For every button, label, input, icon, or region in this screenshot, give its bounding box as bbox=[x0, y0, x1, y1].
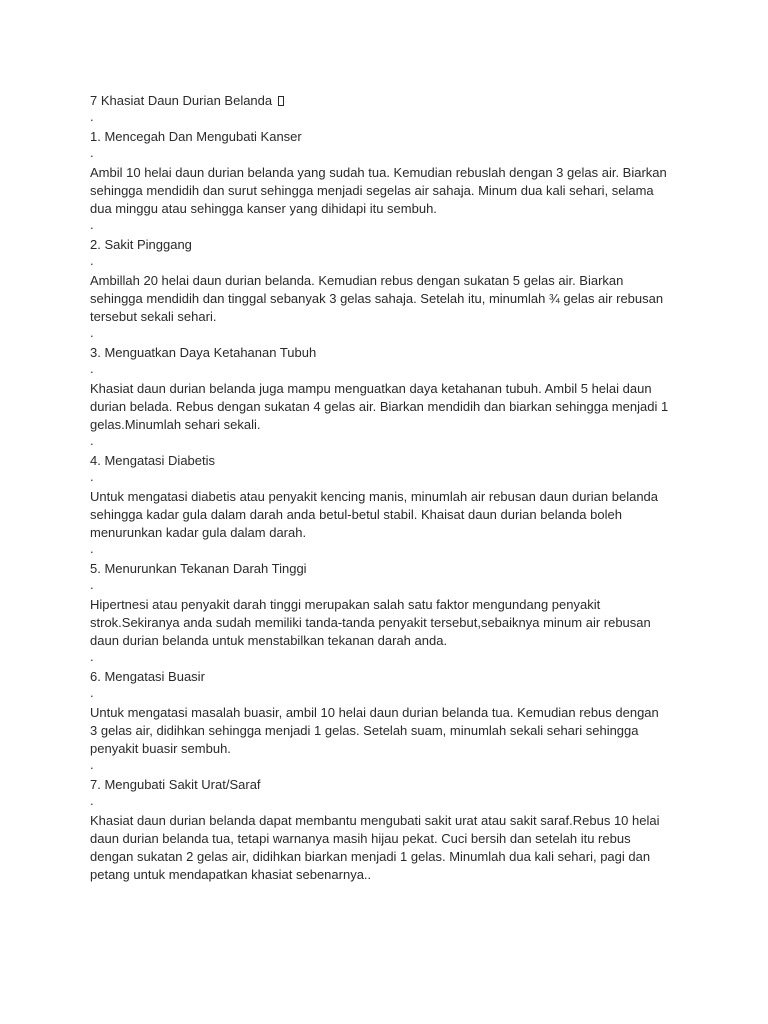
section-paragraph bbox=[90, 596, 728, 650]
paragraph-line: dua minggu atau sehingga kanser yang dihidapi itu sembuh. bbox=[90, 201, 437, 216]
paragraph-line: strok.Sekiranya anda sudah memiliki tanda-tanda penyakit tersebut,sebaiknya minum air rebusan bbox=[90, 615, 651, 630]
paragraph-line: daun durian belanda untuk menstabilkan tekanan darah anda. bbox=[90, 633, 448, 648]
separator-dot: . bbox=[90, 541, 94, 556]
title-row bbox=[90, 92, 728, 110]
separator-dot: . bbox=[90, 649, 94, 664]
paragraph-line: sehingga mendidih dan tinggal sebanyak 3 gelas sahaja. Setelah itu, minumlah ¾ gelas air rebusan bbox=[90, 291, 664, 306]
section-heading: 1. Mencegah Dan Mengubati Kanser bbox=[90, 129, 302, 144]
paragraph-line: sehingga kadar gula dalam darah anda betul-betul stabil. Khaisat daun durian belanda boleh bbox=[90, 507, 622, 522]
separator-dot: . bbox=[90, 361, 94, 376]
paragraph-line: daun durian belanda tua, tetapi warnanya masih hijau pekat. Cuci bersih dan setelah itu rebus bbox=[90, 831, 631, 846]
section-heading: 7. Mengubati Sakit Urat/Saraf bbox=[90, 777, 261, 792]
paragraph-line: Untuk mengatasi masalah buasir, ambil 10 helai daun durian belanda tua. Kemudian rebus dengan bbox=[90, 705, 659, 720]
missing-glyph-icon bbox=[278, 96, 284, 106]
separator-dot: . bbox=[90, 793, 94, 808]
section-paragraph bbox=[90, 272, 728, 326]
section-heading: 2. Sakit Pinggang bbox=[90, 237, 192, 252]
paragraph-line: durian belada. Rebus dengan sukatan 4 gelas air. Biarkan mendidih dan biarkan sehingga menjadi 1 bbox=[90, 399, 669, 414]
separator-dot: . bbox=[90, 145, 94, 160]
paragraph-line: sehingga mendidih dan surut sehingga menjadi segelas air sahaja. Minum dua kali sehari, selama bbox=[90, 183, 654, 198]
separator-dot: . bbox=[90, 685, 94, 700]
paragraph-line: 3 gelas air, didihkan sehingga menjadi 1 gelas. Setelah suam, minumlah sekali sehari sehingga bbox=[90, 723, 639, 738]
paragraph-line: dengan sukatan 2 gelas air, didihkan biarkan menjadi 1 gelas. Minumlah dua kali sehari, pagi dan bbox=[90, 849, 651, 864]
paragraph-line: Khasiat daun durian belanda dapat membantu mengubati sakit urat atau sakit saraf.Rebus 10 helai bbox=[90, 813, 660, 828]
paragraph-line: Hipertnesi atau penyakit darah tinggi merupakan salah satu faktor mengundang penyakit bbox=[90, 597, 601, 612]
section-heading: 3. Menguatkan Daya Ketahanan Tubuh bbox=[90, 345, 317, 360]
section-paragraph bbox=[90, 380, 728, 434]
document-title: 7 Khasiat Daun Durian Belanda bbox=[90, 93, 273, 108]
paragraph-line: Untuk mengatasi diabetis atau penyakit kencing manis, minumlah air rebusan daun durian belanda bbox=[90, 489, 659, 504]
section-paragraph bbox=[90, 704, 728, 758]
paragraph-line: Ambillah 20 helai daun durian belanda. Kemudian rebus dengan sukatan 5 gelas air. Biarkan bbox=[90, 273, 624, 288]
section-heading: 6. Mengatasi Buasir bbox=[90, 669, 205, 684]
paragraph-line: tersebut sekali sehari. bbox=[90, 309, 217, 324]
paragraph-line: petang untuk mendapatkan khasiat sebenarnya.. bbox=[90, 867, 372, 882]
paragraph-line: Khasiat daun durian belanda juga mampu menguatkan daya ketahanan tubuh. Ambil 5 helai daun bbox=[90, 381, 652, 396]
section-paragraph bbox=[90, 812, 728, 884]
section-heading: 5. Menurunkan Tekanan Darah Tinggi bbox=[90, 561, 307, 576]
separator-dot: . bbox=[90, 577, 94, 592]
section-paragraph bbox=[90, 488, 728, 542]
section-paragraph bbox=[90, 164, 728, 218]
section-heading: 4. Mengatasi Diabetis bbox=[90, 453, 216, 468]
paragraph-line: Ambil 10 helai daun durian belanda yang sudah tua. Kemudian rebuslah dengan 3 gelas air. Biarkan bbox=[90, 165, 667, 180]
separator-dot: . bbox=[90, 757, 94, 772]
paragraph-line: gelas.Minumlah sehari sekali. bbox=[90, 417, 261, 432]
sections-container bbox=[90, 128, 728, 884]
paragraph-line: menurunkan kadar gula dalam darah. bbox=[90, 525, 307, 540]
separator-dot: . bbox=[90, 469, 94, 484]
paragraph-line: penyakit buasir sembuh. bbox=[90, 741, 231, 756]
separator-dot: . bbox=[90, 109, 94, 124]
separator-dot: . bbox=[90, 433, 94, 448]
separator-dot: . bbox=[90, 325, 94, 340]
separator-dot: . bbox=[90, 217, 94, 232]
separator-dot: . bbox=[90, 253, 94, 268]
